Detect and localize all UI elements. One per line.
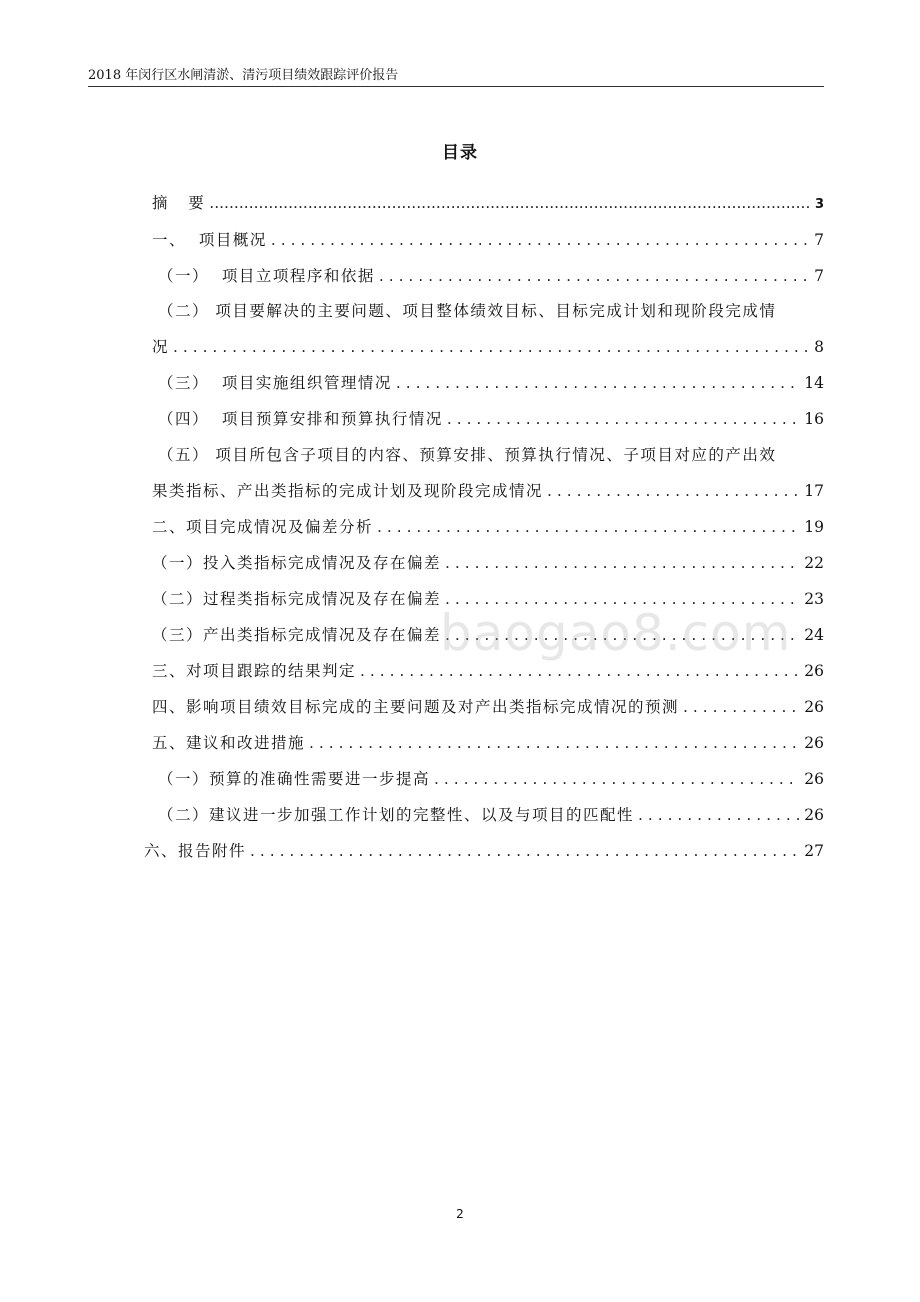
toc-entry[interactable]	[152, 228, 824, 252]
toc-entry-page: 26	[804, 734, 824, 752]
toc-entry-label: （三） 项目实施组织管理情况	[158, 374, 392, 392]
toc-leader-dots	[445, 551, 800, 575]
toc-entry-label: （一）预算的准确性需要进一步提高	[158, 770, 431, 788]
toc-entry-page: 7	[814, 231, 824, 249]
toc-leader-dots	[360, 659, 800, 683]
toc-entry[interactable]	[152, 551, 824, 575]
toc-leader-dots	[683, 695, 800, 719]
toc-entry-label: （四） 项目预算安排和预算执行情况	[158, 410, 443, 428]
toc-entry-label-line[interactable]: （二） 项目要解决的主要问题、项目整体绩效目标、目标完成计划和现阶段完成情	[158, 302, 777, 320]
toc-entry-label: （一）投入类指标完成情况及存在偏差	[152, 554, 442, 572]
toc-leader-dots	[434, 767, 800, 791]
toc-entry[interactable]	[158, 371, 824, 395]
toc-entry[interactable]	[158, 264, 824, 288]
toc-entry[interactable]	[158, 803, 824, 827]
toc-title: 目录	[442, 143, 478, 163]
toc-entry-page: 17	[804, 482, 824, 500]
toc-entry-page: 24	[804, 626, 824, 644]
toc-entry-page: 3	[814, 197, 824, 212]
header-title: 2018 年闵行区水闸清淤、清污项目绩效跟踪评价报告	[88, 68, 399, 83]
toc-leader-dots	[396, 371, 800, 395]
toc-leader-dots	[250, 839, 800, 863]
toc-entry-page: 22	[804, 554, 824, 572]
toc-entry-page: 19	[804, 518, 824, 536]
toc-entry-label: 二、项目完成情况及偏差分析	[152, 518, 374, 536]
toc-entry[interactable]	[152, 695, 824, 719]
watermark: baogao8.com	[440, 604, 792, 662]
toc-entry-page: 26	[804, 806, 824, 824]
header-divider	[88, 86, 824, 87]
toc-entry-page: 16	[804, 410, 824, 428]
toc-leader-dots	[309, 731, 800, 755]
toc-entry-page: 27	[804, 842, 824, 860]
toc-entry[interactable]	[158, 407, 824, 431]
toc-entry-page: 26	[804, 662, 824, 680]
toc-leader-dots	[547, 479, 800, 503]
toc-entry[interactable]	[144, 839, 824, 863]
toc-entry-label: 摘 要	[152, 194, 206, 212]
toc-leader-dots	[379, 264, 810, 288]
toc-entry[interactable]	[152, 731, 824, 755]
toc-entry-label: 五、建议和改进措施	[152, 734, 306, 752]
toc-entry[interactable]	[152, 515, 824, 539]
toc-leader-dots	[271, 228, 810, 252]
toc-entry-label: （三）产出类指标完成情况及存在偏差	[152, 626, 442, 644]
toc-entry[interactable]	[152, 659, 824, 683]
toc-entry-page: 8	[814, 338, 824, 356]
toc-entry[interactable]	[158, 767, 824, 791]
toc-entry-label: （一） 项目立项程序和依据	[158, 267, 375, 285]
toc-leader-dots	[447, 407, 800, 431]
toc-entry-label: 况	[152, 338, 170, 356]
toc-entry-label: 六、报告附件	[144, 842, 247, 860]
toc-entry-label: 一、 项目概况	[152, 231, 267, 249]
toc-entry-page: 7	[814, 267, 824, 285]
running-header	[88, 66, 824, 87]
toc-entry-label: 三、对项目跟踪的结果判定	[152, 662, 357, 680]
toc-entry-page: 26	[804, 770, 824, 788]
toc-entry[interactable]	[152, 335, 824, 359]
toc-entry-label: 四、影响项目绩效目标完成的主要问题及对产出类指标完成情况的预测	[152, 698, 680, 716]
toc-entry-page: 14	[804, 374, 824, 392]
toc-entry[interactable]	[152, 191, 824, 215]
page-number: 2	[456, 1207, 464, 1221]
toc-entry-label-line[interactable]: （五） 项目所包含子项目的内容、预算安排、预算执行情况、子项目对应的产出效	[158, 446, 777, 464]
toc-entry[interactable]	[152, 479, 824, 503]
toc-leader-dots	[377, 515, 800, 539]
toc-entry-page: 23	[804, 590, 824, 608]
toc-entry-label: （二）建议进一步加强工作计划的完整性、以及与项目的匹配性	[158, 806, 635, 824]
toc-entry-page: 26	[804, 698, 824, 716]
toc-leader-dots	[173, 335, 810, 359]
toc-leader-dots	[209, 191, 811, 215]
toc-entry-label: （二）过程类指标完成情况及存在偏差	[152, 590, 442, 608]
toc-entry-label: 果类指标、产出类指标的完成计划及现阶段完成情况	[152, 482, 544, 500]
toc-leader-dots	[638, 803, 800, 827]
